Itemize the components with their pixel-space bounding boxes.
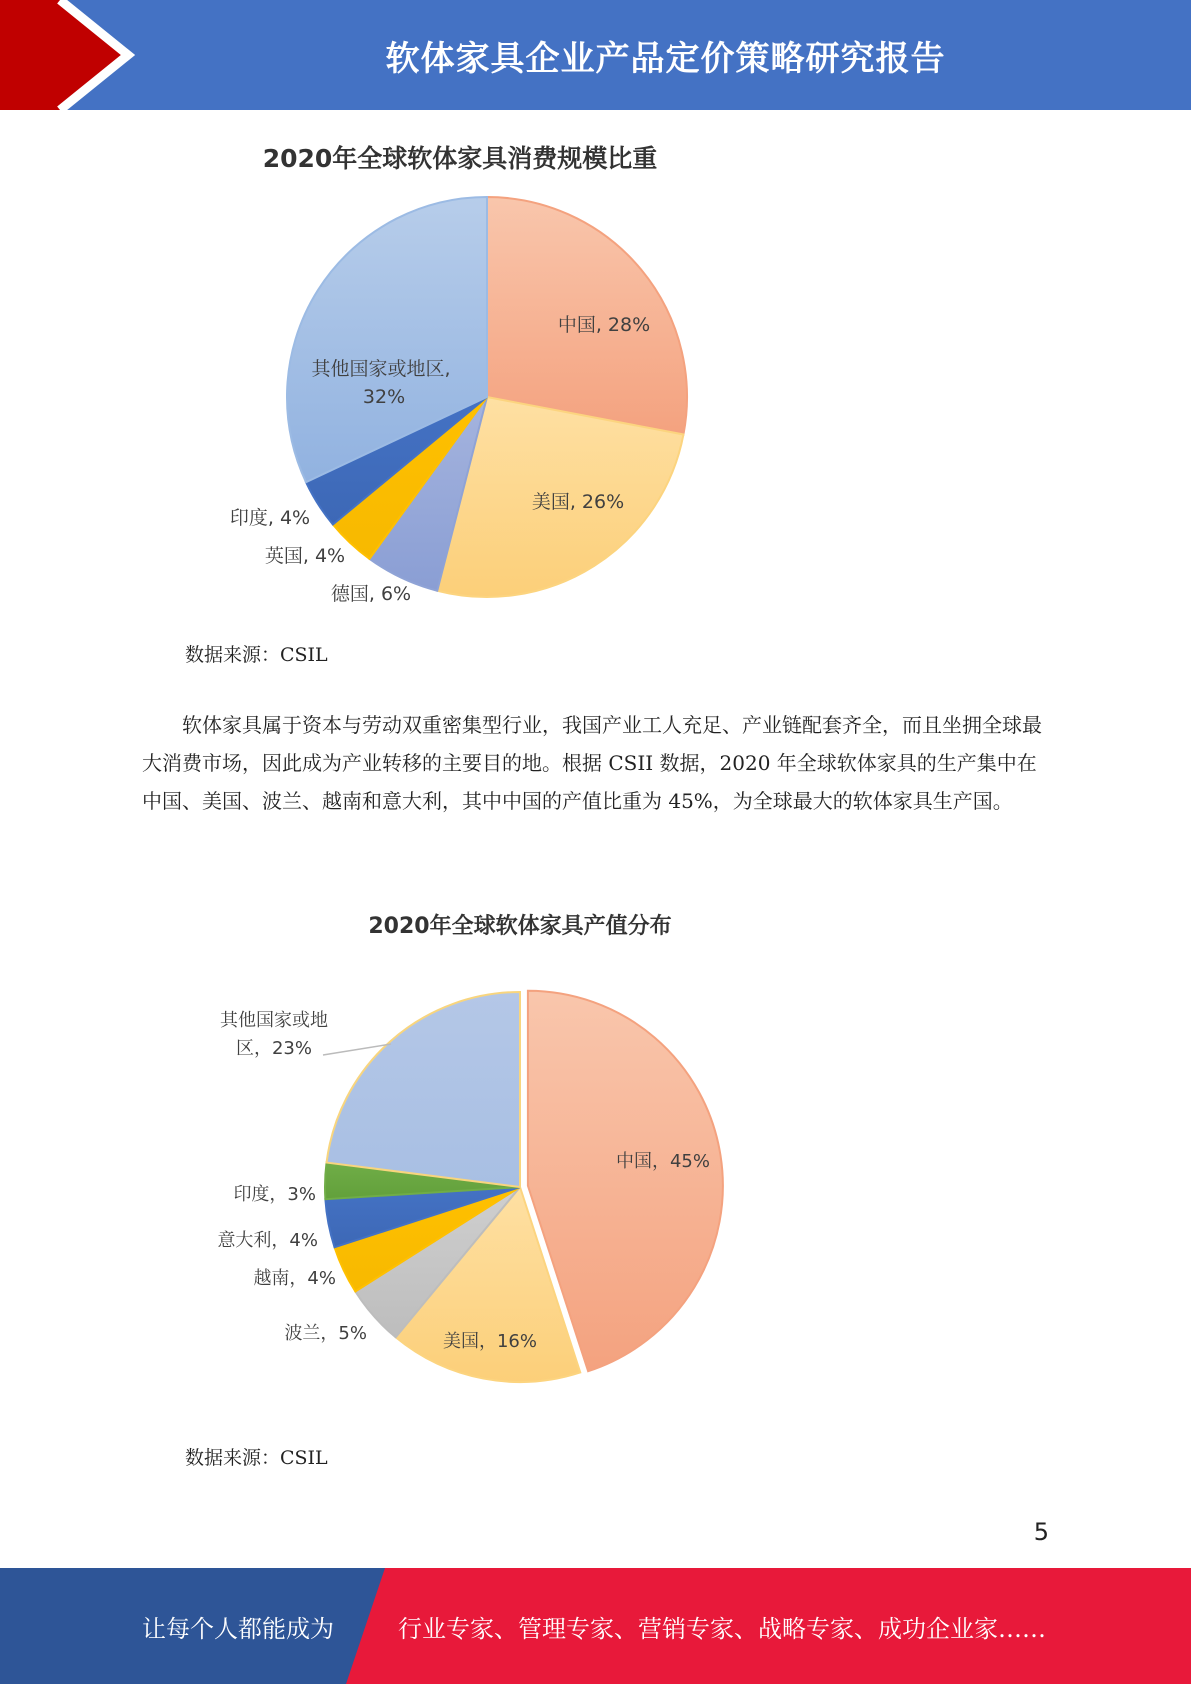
data-label: 美国, 26%	[531, 491, 625, 513]
data-label: 印度, 4%	[229, 507, 311, 529]
consumption-pie-chart	[0, 130, 1191, 620]
page-number: 5	[1033, 1518, 1049, 1546]
data-label: 中国，45%	[615, 1151, 711, 1172]
page-header	[0, 0, 1191, 110]
data-label: 意大利，4%	[217, 1230, 318, 1251]
chart-title: 2020年全球软体家具消费规模比重	[262, 144, 658, 173]
data-source-note: 数据来源：CSIL	[185, 1447, 328, 1469]
page-footer	[0, 1568, 1191, 1684]
pie-slice	[327, 992, 520, 1187]
report-title: 软体家具企业产品定价策略研究报告	[385, 38, 946, 79]
data-label: 英国, 4%	[264, 545, 346, 567]
data-label: 印度，3%	[233, 1184, 316, 1205]
data-source-note: 数据来源：CSIL	[185, 644, 328, 666]
data-label: 德国, 6%	[330, 583, 412, 605]
body-paragraph: 软体家具属于资本与劳动双重密集型行业，我国产业工人充足、产业链配套齐全，而且坐拥全球最大消费市场，因此成为产业转移的主要目的地。根据 CSII 数据，2020 年全球软体家具的生产集中在中国、美国、波兰、越南和意大利，其中中国的产值比重为 45%，为全球最大的软体家具生产国。	[142, 713, 1042, 813]
data-label: 美国，16%	[442, 1331, 538, 1352]
footer-slogan-left: 让每个人都能成为	[142, 1614, 334, 1643]
chart-title: 2020年全球软体家具产值分布	[368, 914, 672, 939]
data-label: 其他国家或地区, 32%	[311, 358, 451, 408]
data-label: 波兰，5%	[284, 1323, 367, 1344]
data-label: 中国, 28%	[557, 314, 651, 336]
data-label: 越南，4%	[253, 1268, 336, 1289]
header-arrow-decoration	[0, 0, 160, 110]
data-label: 其他国家或地区，23%	[220, 1010, 328, 1059]
footer-slogan-right: 行业专家、管理专家、营销专家、战略专家、成功企业家……	[398, 1614, 1046, 1643]
production-pie-chart	[0, 900, 1191, 1410]
